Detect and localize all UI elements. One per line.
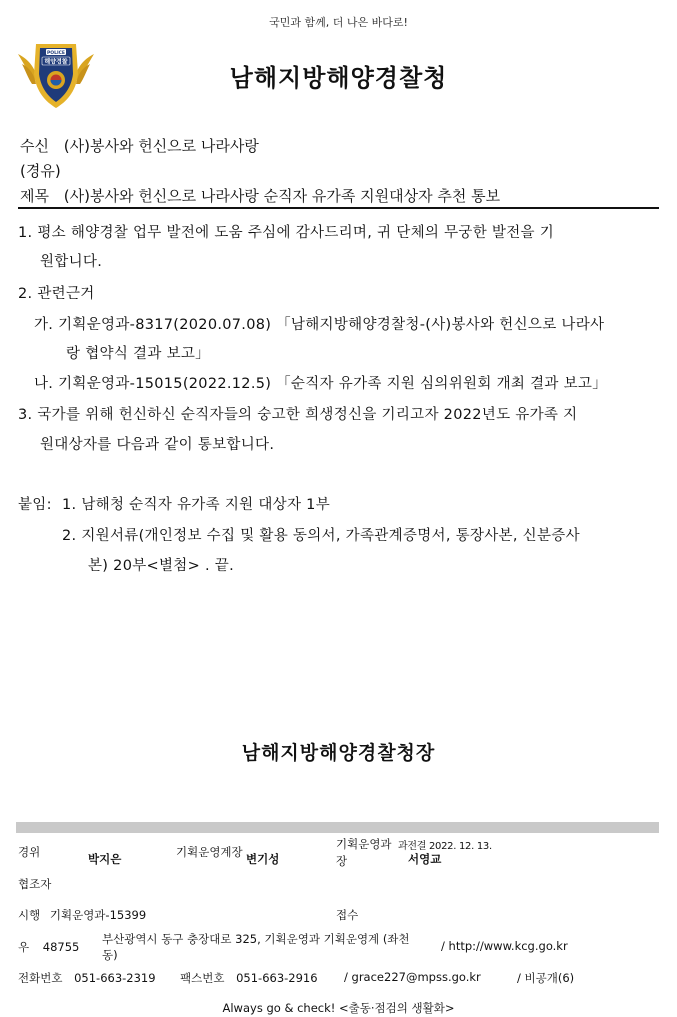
disclosure-status: / 비공개(6) bbox=[517, 971, 575, 985]
fax-label: 팩스번호 bbox=[180, 971, 225, 985]
approver-3-role-line-2: 장 bbox=[336, 854, 348, 868]
svg-text:해양경찰: 해양경찰 bbox=[44, 58, 68, 66]
phone-value: 051-663-2319 bbox=[74, 971, 156, 985]
slogan: 국민과 함께, 더 나은 바다로! bbox=[269, 16, 408, 29]
recipient-label: 수신 bbox=[20, 137, 49, 155]
svg-text:POLICE: POLICE bbox=[46, 51, 66, 56]
fax-value: 051-663-2916 bbox=[236, 971, 318, 985]
subject-line bbox=[20, 185, 500, 206]
paragraph-1-line-2: 원합니다. bbox=[40, 254, 103, 270]
approver-2-role: 기획운영계장 bbox=[176, 845, 243, 859]
attachment-item-1: 1. 남해청 순직자 유가족 지원 대상자 1부 bbox=[62, 497, 331, 513]
recipient-line bbox=[20, 135, 259, 156]
attachment-item-2-line-2: 본) 20부<별첨> . 끝. bbox=[88, 558, 234, 574]
postal-label: 우 bbox=[18, 940, 30, 954]
paragraph-3-line-1: 3. 국가를 위해 헌신하신 순직자들의 숭고한 희생정신을 기리고자 2022년도 유가족 지 bbox=[18, 407, 578, 423]
enforcement-value: 기획운영과-15399 bbox=[49, 908, 147, 922]
subject-label: 제목 bbox=[20, 187, 49, 205]
approver-1-role: 경위 bbox=[18, 845, 41, 859]
receipt-label: 접수 bbox=[336, 908, 359, 922]
approver-3-date: 과전결 2022. 12. 13. bbox=[398, 841, 492, 852]
phone-line bbox=[18, 970, 156, 986]
motto: Always go & check! <출동·점검의 생활화> bbox=[222, 1001, 455, 1015]
phone-label: 전화번호 bbox=[18, 971, 63, 985]
organization-title: 남해지방해양경찰청 bbox=[229, 64, 448, 92]
paragraph-2a-line-1: 가. 기획운영과-8317(2020.07.08) 「남해지방해양경찰청-(사)봉사와 헌신으로 나라사 bbox=[34, 317, 605, 333]
approver-3-role-line-1: 기획운영과 bbox=[336, 837, 392, 851]
attachment-label: 붙임: bbox=[18, 497, 52, 513]
cooperator-label: 협조자 bbox=[18, 877, 52, 891]
attachment-item-2-line-1: 2. 지원서류(개인정보 수집 및 활용 동의서, 가족관계증명서, 통장사본, 신분증사 bbox=[62, 528, 580, 544]
via-label: (경유) bbox=[20, 162, 61, 180]
website-link[interactable]: / http://www.kcg.go.kr bbox=[441, 939, 568, 953]
issuer-signature: 남해지방해양경찰청장 bbox=[241, 742, 436, 764]
email-link[interactable]: / grace227@mpss.go.kr bbox=[344, 970, 481, 984]
paragraph-2a-line-2: 랑 협약식 결과 보고」 bbox=[66, 346, 210, 362]
approver-3-name: 서영교 bbox=[408, 852, 442, 866]
postal-code: 48755 bbox=[42, 940, 80, 954]
approver-2-name: 변기성 bbox=[246, 852, 280, 866]
paragraph-2b-line-1: 나. 기획운영과-15015(2022.12.5) 「순직자 유가족 지원 심의위원회 개최 결과 보고」 bbox=[34, 376, 608, 392]
approver-1-name: 박지은 bbox=[88, 852, 122, 866]
paragraph-2-title: 2. 관련근거 bbox=[18, 286, 95, 302]
enforcement-label: 시행 bbox=[18, 908, 41, 922]
subject-divider bbox=[18, 207, 659, 209]
paragraph-1-line-1: 1. 평소 해양경찰 업무 발전에 도움 주심에 감사드리며, 귀 단체의 무궁한 발전을 기 bbox=[18, 225, 555, 241]
postal-line bbox=[18, 939, 79, 955]
address-line-2: 동) bbox=[102, 948, 118, 962]
address-line-1: 부산광역시 동구 충장대로 325, 기획운영과 기획운영계 (좌천 bbox=[102, 932, 410, 946]
recipient-value: (사)봉사와 헌신으로 나라사랑 bbox=[63, 137, 259, 155]
fax-line bbox=[180, 970, 318, 986]
paragraph-3-line-2: 원대상자를 다음과 같이 통보합니다. bbox=[40, 437, 275, 453]
footer-divider-band bbox=[16, 822, 659, 833]
enforcement-line bbox=[18, 907, 146, 923]
subject-value: (사)봉사와 헌신으로 나라사랑 순직자 유가족 지원대상자 추천 통보 bbox=[63, 187, 501, 205]
